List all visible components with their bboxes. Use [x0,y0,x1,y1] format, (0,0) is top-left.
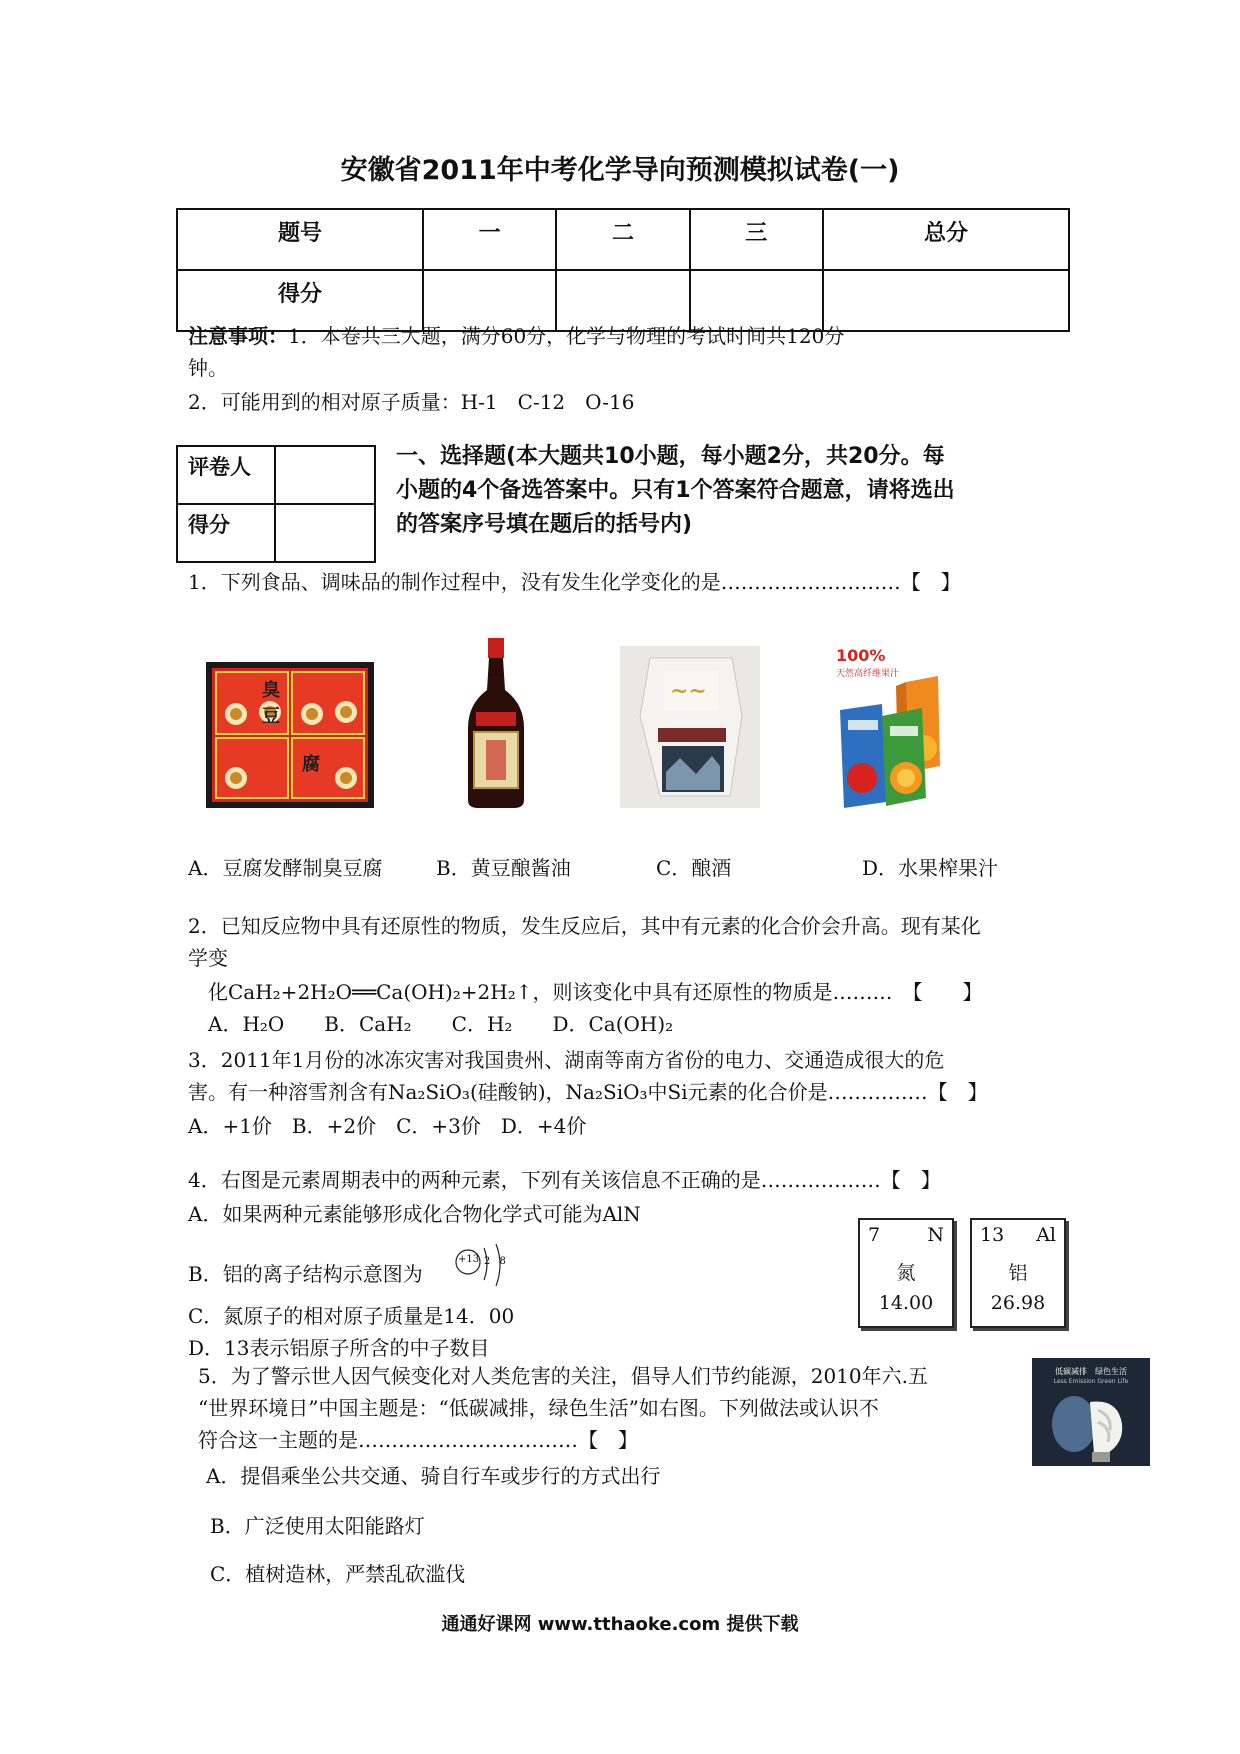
fruit-juice-image: 100% 天然高纤维果汁 [836,646,944,816]
q1-option-a: A．豆腐发酵制臭豆腐 [188,856,383,880]
grader-score-cell [275,504,375,562]
stinky-tofu-image: 臭 豆 腐 [206,662,374,808]
section1-heading: 一、选择题(本大题共10小题，每小题2分，共20分。每 小题的4个备选答案中。只有1个答案符合题意，请将选出 的答案序号填在题后的括号内) [396,444,955,537]
q2-options: A．H₂O B．CaH₂ C．H₂ D．Ca(OH)₂ [208,1012,674,1036]
q5-option-b: B．广泛使用太阳能路灯 [210,1514,425,1538]
score-table [176,208,1070,332]
notes-line2: 2．可能用到的相对原子质量：H-1 C-12 O-16 [188,390,635,414]
q5-line3: 符合这一主题的是……………………………【 】 [198,1428,638,1452]
score-header-cell: 三 [690,209,823,270]
q3-line1: 3．2011年1月份的冰冻灾害对我国贵州、湖南等南方省份的电力、交通造成很大的危 [188,1048,945,1072]
q1-option-b: B．黄豆酿酱油 [436,856,571,880]
q5-line2: “世界环境日”中国主题是：“低碳减排，绿色生活”如右图。下列做法或认识不 [198,1396,879,1420]
score-table-header-row [177,209,1069,270]
liquor-package-picture [620,646,760,808]
q2-line1: 2．已知反应物中具有还原性的物质，发生反应后，其中有元素的化合价会升高。现有某化 [188,914,981,938]
notes-line1-cont: 钟。 [188,356,228,380]
score-cell [823,270,1069,331]
notes-line1: 注意事项：1．本卷共三大题，满分60分，化学与物理的考试时间共120分 [188,324,845,348]
q4-option-c: C．氮原子的相对原子质量是14．00 [188,1304,515,1328]
q1-option-c: C．酿酒 [656,856,732,880]
q3-line2: 害。有一种溶雪剂含有Na₂SiO₃(硅酸钠)，Na₂SiO₃中Si元素的化合价是……………【 】 [188,1080,988,1104]
notes-label: 注意事项： [188,324,288,348]
q4-option-d: D．13表示铝原子所含的中子数目 [188,1336,490,1360]
score-row-label: 得分 [177,270,423,331]
low-carbon-poster-image: 低碳减排 绿色生活 Less Emission Green Life [1032,1358,1150,1466]
q4-option-a: A．如果两种元素能够形成化合物化学式可能为AlN [188,1202,641,1226]
q2-line1-cont: 学变 [188,946,228,970]
svg-text:~~: ~~ [670,678,707,704]
score-header-cell: 题号 [177,209,423,270]
grader-table [176,445,376,563]
q5-option-c: C．植树造林，严禁乱砍滥伐 [210,1562,466,1586]
q4-option-b: B．铝的离子结构示意图为 [188,1262,423,1286]
liquor-package-image [620,646,760,808]
aluminum-ion-diagram: +13 2 8 [452,1240,516,1290]
element-card-aluminum: 13 Al 铝 26.98 [970,1218,1066,1328]
q2-equation-line: 化CaH₂+2H₂O══Ca(OH)₂+2H₂↑，则该变化中具有还原性的物质是……… 【 】 [208,980,983,1004]
page-title: 安徽省2011年中考化学导向预测模拟试卷(一) [340,155,900,186]
score-header-cell: 一 [423,209,556,270]
q5-line1: 5．为了警示世人因气候变化对人类危害的关注，倡导人们节约能源，2010年六.五 [198,1364,928,1388]
q4-stem: 4．右图是元素周期表中的两种元素，下列有关该信息不正确的是………………【 】 [188,1168,941,1192]
stinky-tofu-picture [206,662,374,808]
soy-sauce-image [462,636,530,810]
grader-label: 评卷人 [177,446,275,504]
footer-source: 通通好课网 www.tthaoke.com 提供下载 [441,1614,799,1635]
element-card-nitrogen: 7 N 氮 14.00 [858,1218,954,1328]
q3-options: A．+1价 B．+2价 C．+3价 D．+4价 [188,1114,587,1138]
score-header-cell: 二 [556,209,689,270]
q1-stem: 1．下列食品、调味品的制作过程中，没有发生化学变化的是………………………【 】 [188,570,961,594]
score-header-cell: 总分 [823,209,1069,270]
grader-score-label: 得分 [177,504,275,562]
q1-option-d: D．水果榨果汁 [862,856,999,880]
grader-cell [275,446,375,504]
soy-sauce-bottle-picture [462,636,530,810]
q5-option-a: A．提倡乘坐公共交通、骑自行车或步行的方式出行 [206,1464,661,1488]
